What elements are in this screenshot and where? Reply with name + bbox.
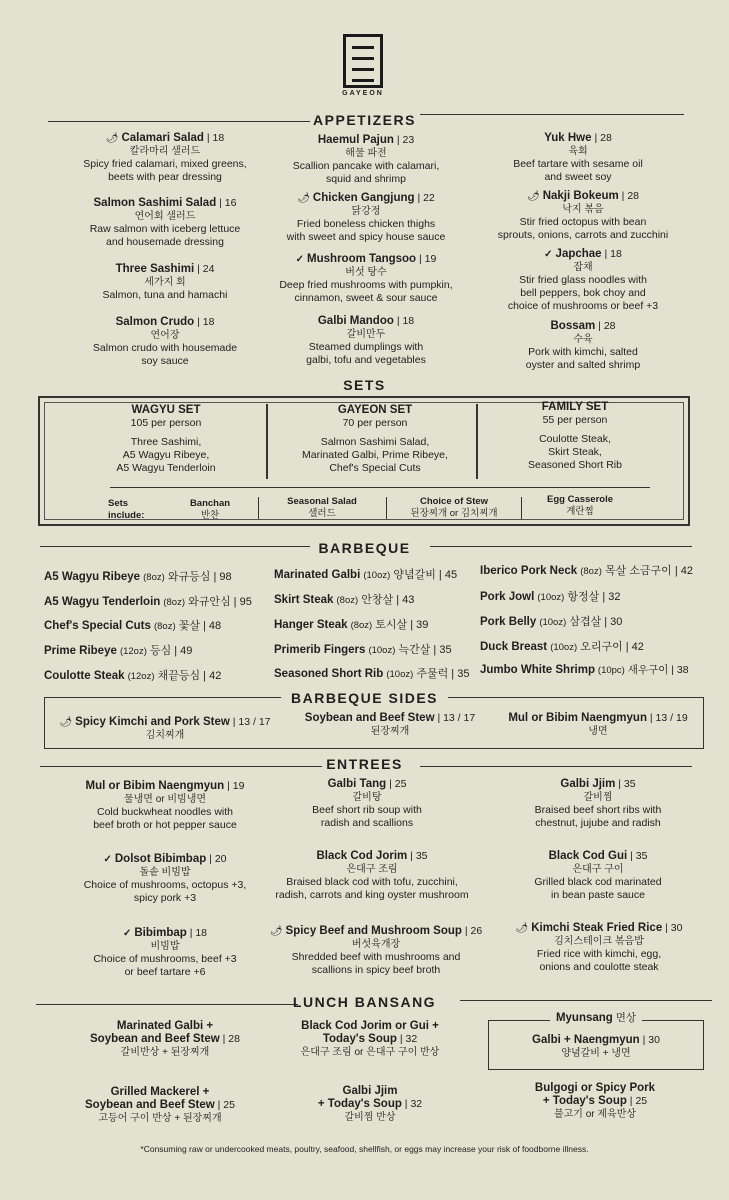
- set-item: FAMILY SET 55 per person Coulotte Steak, Skirt Steak, Seasoned Short Rib: [528, 401, 622, 471]
- menu-item: Yuk Hwe | 28 육회 Beef tartare with sesame oil and sweet soy: [513, 132, 643, 183]
- spicy-pepper-icon: 🌶: [59, 717, 73, 728]
- brand-logo: [340, 34, 386, 106]
- menu-item: Galbi Jjim | 35 갈비찜 Braised beef short ribs with chestnut, jujube and radish: [534, 778, 662, 829]
- bbq-item: Marinated Galbi (10oz) 양념갈비 | 45: [274, 569, 458, 581]
- menu-item: Salmon Sashimi Salad | 16 연어회 샐러드 Raw salmon with iceberg lettuce and housemade dressing: [89, 197, 241, 248]
- vegetarian-icon: ✓: [544, 249, 553, 260]
- section-title-sets: SETS: [0, 377, 729, 393]
- vegetarian-icon: ✓: [122, 928, 132, 939]
- section-title-bbq-sides: BARBEQUE SIDES: [0, 690, 729, 706]
- side-item: 🌶 Spicy Kimchi and Pork Stew | 13 / 17 김치찌개: [59, 716, 271, 741]
- menu-item: ✓ Mushroom Tangsoo | 19 버섯 탕수 Deep fried mushrooms with pumpkin, cinnamon, sweet & sour sauce: [279, 253, 453, 304]
- divider: [266, 404, 268, 479]
- bbq-item: Skirt Steak (8oz) 안창살 | 43: [274, 594, 415, 606]
- vegetarian-icon: ✓: [103, 854, 112, 865]
- menu-item: Bossam | 28 수육 Pork with kimchi, salted oyster and salted shrimp: [525, 320, 641, 371]
- sets-include-label: Sets include:: [108, 498, 145, 521]
- menu-item: 🌶 Nakji Bokeum | 28 낙지 볶음 Stir fried octopus with bean sprouts, onions, carrots and zucchini: [497, 190, 669, 241]
- side-item: Mul or Bibim Naengmyun | 13 / 19 냉면: [508, 712, 688, 737]
- include-item: Seasonal Salad 샐러드: [287, 496, 357, 519]
- lunch-item: Galbi + Naengmyun | 30 양념갈비 + 냉면: [532, 1034, 660, 1059]
- divider: [521, 497, 522, 519]
- menu-item: 🌶 Chicken Gangjung | 22 닭강정 Fried boneless chicken thighs with sweet and spicy house sauce: [286, 192, 446, 243]
- allergy-disclaimer: *Consuming raw or undercooked meats, poultry, seafood, shellfish, or eggs may increase your risk of foodborne illness.: [140, 1144, 589, 1154]
- spicy-pepper-icon: 🌶: [297, 193, 310, 204]
- bbq-item: Pork Jowl (10oz) 항정살 | 32: [480, 591, 621, 603]
- bbq-item: Hanger Steak (8oz) 토시살 | 39: [274, 619, 429, 631]
- section-title-barbeque: BARBEQUE: [318, 540, 411, 556]
- myunsang-title: Myunsang 면상: [488, 1012, 704, 1025]
- menu-item: Black Cod Gui | 35 은대구 구이 Grilled black cod marinated in bean paste sauce: [534, 850, 662, 901]
- menu-item: 🌶 Kimchi Steak Fried Rice | 30 김치스테이크 볶음밥 Fried rice with kimchi, egg, onions and coulotte steak: [515, 922, 683, 973]
- lunch-item: Grilled Mackerel + Soybean and Beef Stew | 25 고등어 구이 반상 + 된장찌개: [85, 1086, 235, 1124]
- menu-item: Haemul Pajun | 23 해물 파전 Scallion pancake with calamari, squid and shrimp: [292, 134, 440, 185]
- menu-item: Salmon Crudo | 18 연어장 Salmon crudo with housemade soy sauce: [92, 316, 238, 367]
- menu-item: ✓ Japchae | 18 잡채 Stir fried glass noodles with bell peppers, bok choy and choice of mushrooms or beef +3: [507, 248, 659, 312]
- bbq-item: Jumbo White Shrimp (10pc) 새우구이 | 38: [480, 664, 689, 676]
- menu-item: Black Cod Jorim | 35 은대구 조림 Braised black cod with tofu, zucchini, radish, carrots and king oyster mushroom: [275, 850, 469, 901]
- bbq-item: A5 Wagyu Ribeye (8oz) 와규등심 | 98: [44, 571, 232, 583]
- set-item: GAYEON SET 70 per person Salmon Sashimi Salad, Marinated Galbi, Prime Ribeye, Chef's Special Cuts: [302, 404, 448, 474]
- menu-item: ✓ Dolsot Bibimbap | 20 돌솥 비빔밥 Choice of mushrooms, octopus +3, spicy pork +3: [83, 853, 247, 904]
- set-item: WAGYU SET 105 per person Three Sashimi, A5 Wagyu Ribeye, A5 Wagyu Tenderloin: [116, 404, 216, 474]
- section-title-entrees: ENTREES: [326, 756, 403, 772]
- bbq-item: Prime Ribeye (12oz) 등심 | 49: [44, 645, 193, 657]
- menu-item: 🌶 Spicy Beef and Mushroom Soup | 26 버섯육개장 Shredded beef with mushrooms and scallions in spicy beef broth: [269, 925, 483, 976]
- lunch-item: Galbi Jjim + Today's Soup | 32 갈비찜 반상: [317, 1085, 423, 1123]
- logo-mark-icon: [343, 34, 383, 88]
- bbq-item: A5 Wagyu Tenderloin (8oz) 와규안심 | 95: [44, 596, 252, 608]
- bbq-item: Duck Breast (10oz) 오리구이 | 42: [480, 641, 644, 653]
- brand-name: GAYEON: [342, 90, 384, 97]
- side-item: Soybean and Beef Stew | 13 / 17 된장찌개: [304, 712, 476, 737]
- spicy-pepper-icon: 🌶: [515, 923, 529, 934]
- lunch-item: Marinated Galbi + Soybean and Beef Stew | 28 갈비반상 + 된장찌개: [90, 1020, 240, 1058]
- divider: [110, 487, 650, 488]
- bbq-item: Chef's Special Cuts (8oz) 꽃살 | 48: [44, 620, 222, 632]
- vegetarian-icon: ✓: [295, 254, 305, 265]
- menu-item: Galbi Mandoo | 18 갈비만두 Steamed dumplings with galbi, tofu and vegetables: [306, 315, 426, 366]
- section-title-appetizers: APPETIZERS: [313, 112, 416, 128]
- bbq-item: Coulotte Steak (12oz) 채끝등심 | 42: [44, 670, 222, 682]
- spicy-pepper-icon: 🌶: [269, 926, 283, 937]
- menu-item: 🌶 Calamari Salad | 18 칼라마리 샐러드 Spicy fried calamari, mixed greens, beets with pear dressing: [83, 132, 247, 183]
- menu-item: Mul or Bibim Naengmyun | 19 물냉면 or 비빔냉면 Cold buckwheat noodles with beef broth or hot pepper sauce: [85, 780, 245, 831]
- spicy-pepper-icon: 🌶: [105, 133, 119, 144]
- include-item: Choice of Stew 된장찌개 or 김치찌개: [410, 496, 498, 519]
- lunch-item: Bulgogi or Spicy Pork + Today's Soup | 25 불고기 or 제육반상: [534, 1082, 656, 1120]
- bbq-item: Iberico Pork Neck (8oz) 목살 소금구이 | 42: [480, 565, 693, 577]
- divider: [258, 497, 259, 519]
- include-item: Banchan 반찬: [189, 498, 231, 521]
- menu-item: ✓ Bibimbap | 18 비빔밥 Choice of mushrooms, beef +3 or beef tartare +6: [93, 927, 237, 978]
- divider: [476, 404, 478, 479]
- menu-item: Galbi Tang | 25 갈비탕 Beef short rib soup with radish and scallions: [312, 778, 422, 829]
- lunch-item: Black Cod Jorim or Gui + Today's Soup | 32 은대구 조림 or 은대구 구이 반상: [300, 1020, 440, 1058]
- menu-item: Three Sashimi | 24 세가지 회 Salmon, tuna and hamachi: [102, 263, 228, 301]
- bbq-item: Seasoned Short Rib (10oz) 주물럭 | 35: [274, 668, 470, 680]
- bbq-item: Primerib Fingers (10oz) 늑간살 | 35: [274, 644, 452, 656]
- include-item: Egg Casserole 계란찜: [547, 494, 613, 517]
- spicy-pepper-icon: 🌶: [526, 191, 540, 202]
- section-title-lunch: LUNCH BANSANG: [292, 994, 437, 1010]
- bbq-item: Pork Belly (10oz) 삼겹살 | 30: [480, 616, 623, 628]
- divider: [386, 497, 387, 519]
